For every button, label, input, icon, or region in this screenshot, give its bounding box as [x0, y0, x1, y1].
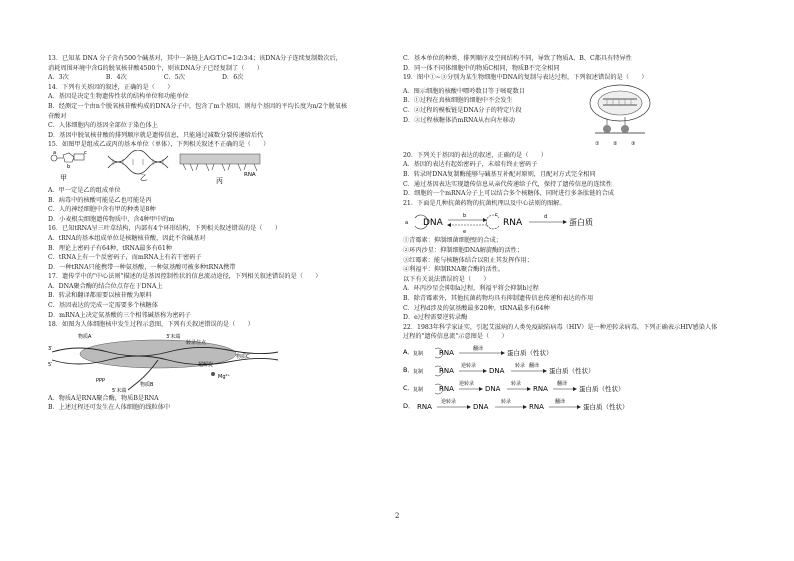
nucleotide-figure — [48, 150, 288, 186]
label-dna: DNA — [489, 366, 505, 375]
option-d: D．小麦根尖细胞遗传物质中，含4种甲中的m — [48, 215, 175, 223]
label-reverse-transcription: 逆转录 — [459, 380, 475, 387]
label-dna: DNA — [423, 218, 443, 229]
option-letter: A． — [403, 347, 414, 356]
ribosome-shape — [603, 125, 611, 133]
option-b: B．除青霉素外，其他抗菌药物均具有抑制遗传信息传递和表达的作用 — [403, 294, 594, 302]
label-2: ② — [613, 140, 618, 147]
question-20 — [403, 151, 748, 199]
label-protein: 蛋白质（性状） — [507, 348, 553, 357]
text-line: B．经测定一个由n个脱氧核苷酸构成的DNA分子中，包含了m个基因，则每个基因的平均长度为n/2个脱氧核 — [48, 102, 348, 110]
text-line: A．基因是决定生物遗传性状的结构单位和功能单位 — [48, 93, 189, 101]
question-14 — [48, 83, 388, 141]
option-c: C．人的神经细胞中含有甲的种类是8种 — [48, 206, 156, 214]
label-supercoil: 超解旋 — [198, 361, 214, 368]
option-b: B．上述过程还可发生在人体细胞的线粒体中 — [48, 404, 171, 412]
text-line: C．tRNA上有一个反密码子，而mRNA上有若干密码子 — [48, 254, 202, 262]
label-rna: RNA — [439, 366, 454, 375]
label-protein: 蛋白质 — [569, 218, 593, 228]
question-19 — [403, 73, 748, 151]
label-dna: DNA — [485, 384, 501, 393]
question-stem: 19．图中①~③分别为某生物细胞中DNA的复制与表达过程，下列叙述错误的是（ ） — [403, 74, 648, 82]
label-substance-c: 物质C — [236, 353, 250, 360]
label-replication: 复制 — [413, 386, 424, 393]
option-b: B．病毒中的核酸可能是乙也可能是丙 — [48, 196, 152, 204]
right-column — [403, 54, 748, 414]
option-d-flow — [403, 396, 748, 414]
label-substance-b: 物质B — [140, 381, 154, 388]
text-line: ④利福平：抑制RNA聚合酶的活性。 — [403, 266, 505, 274]
question-19-body — [403, 83, 748, 151]
label-protein: 蛋白质（性状） — [579, 384, 625, 393]
text-line: C．通过基因表达实现遗传信息从亲代传递给子代，保持了遗传信息的连续性 — [403, 180, 612, 188]
label-rna: RNA — [533, 384, 548, 393]
label-replication: 复制 — [413, 350, 424, 357]
text-line: ②环丙沙星：抑制细胞DNA解旋酶的活性； — [403, 246, 524, 254]
label-protein: 蛋白质（性状） — [583, 402, 629, 411]
label-ppp: PPP — [96, 377, 106, 384]
text-line: 以下有关说法错误的是（ ） — [403, 275, 490, 283]
option-letter: D． — [403, 401, 415, 410]
label-c: c — [495, 212, 498, 219]
option-letter: B． — [403, 365, 414, 374]
text-line: ①青霉素：抑制细菌细胞壁的合成； — [403, 237, 502, 245]
options-block — [403, 87, 593, 125]
option-d: D．③过程核糖体沿mRNA从右向左移动 — [403, 116, 515, 124]
text-line: D．细胞的一个mRNA分子上可以结合多个核糖体，同时进行多条肽链的合成 — [403, 190, 614, 198]
label-translation: 翻译 — [557, 380, 568, 387]
label-protein: 蛋白质（性状） — [549, 366, 595, 375]
option-c: C．②过程的模板链是DNA分子的特定片段 — [403, 106, 522, 114]
text-line: B．转录时DNA复制酶能够与碱基互补配对原则，且配对方式完全相同 — [403, 170, 596, 178]
central-dogma-figure — [403, 208, 748, 236]
text-line: 过程的"遗传信息流"示意图是（ ） — [403, 333, 508, 341]
label-d: d — [544, 214, 548, 221]
double-helix-shape — [108, 150, 168, 174]
option-a: A．环丙沙星会抑制a过程，利福平将会抑制b过程 — [403, 285, 539, 293]
label-1: ① — [595, 140, 600, 147]
label-5-prime: 5′ — [48, 361, 53, 368]
label-a: a — [405, 220, 409, 227]
option-c: C．过程d涉及的氨基酸最多20种，tRNA最多有64种 — [403, 304, 550, 312]
label-rna: RNA — [439, 384, 454, 393]
text-line: C．人体细胞内的基因全部位于染色体上 — [48, 122, 158, 130]
label-rna: RNA — [244, 171, 256, 178]
option-a: A．甲一定是乙的组成单位 — [48, 186, 121, 194]
sugar-shape — [63, 153, 74, 162]
label-mg: Mg²⁺ — [218, 373, 231, 380]
figure-18 — [48, 330, 388, 394]
mg-ion-shape — [211, 372, 215, 376]
question-stem: 15．如图甲是组成乙或丙的基本单位（单体），下列相关叙述不正确的是（ ） — [48, 141, 270, 149]
label-5-end: 5′末端 — [112, 387, 127, 394]
nucleus-shape — [598, 91, 642, 115]
label-yi: 乙 — [140, 173, 147, 182]
label-b: b — [67, 163, 71, 170]
text-line: A．DNA聚合酶的结合位点存在于DNA上 — [48, 282, 163, 290]
text-line: C．基因表达的完成一定需要多个核糖体 — [48, 302, 158, 310]
options-line: A．3次 B．4次 C．5次 D．6次 — [48, 74, 244, 82]
option-d: D．e过程需要逆转录酶 — [403, 314, 468, 322]
question-18 — [48, 320, 388, 413]
label-bing: 丙 — [216, 176, 223, 185]
text-line: 消耗周围环境中含G的脱氧核苷酸4500个，则该DNA分子已经复制了（ ） — [48, 64, 263, 72]
label-rna: RNA — [529, 402, 544, 411]
text-line: 20．下列关于基因的表达的叙述，正确的是（ ） — [403, 151, 547, 159]
label-rna: RNA — [417, 402, 432, 411]
cell-figure — [585, 83, 655, 147]
text-line: 14．下列有关基因的叙述，正确的是（ ） — [48, 83, 174, 91]
text-line: 17．遗传学中的"中心法则"描述的是基因控制性状的信息流动途径，下列相关叙述错误的是（ ） — [48, 273, 322, 281]
option-a: A．物质A是RNA聚合酶，物质B是RNA — [48, 394, 159, 402]
label-transcription: 转录 — [511, 380, 522, 387]
base-shape — [74, 154, 84, 160]
label-replication: 复制 — [413, 368, 424, 375]
label-a: a — [53, 149, 57, 156]
text-line: B．理论上密码子有64种，tRNA最多有61种 — [48, 244, 172, 252]
left-column — [48, 54, 388, 413]
figure-15 — [48, 150, 388, 186]
label-transcription: 转录 — [501, 398, 512, 405]
label-transcription-site: 转录位点 — [186, 339, 207, 346]
label-e: e — [463, 229, 467, 236]
text-line: D．一种tRNA只能携带一种氨基酸，一种氨基酸可被多种tRNA携带 — [48, 263, 236, 271]
question-13 — [48, 54, 388, 83]
text-line: D．基因中脱氧核苷酸的排列顺序就是遗传信息，只能通过减数分裂传递给后代 — [48, 131, 264, 139]
text-line: D．mRNA上决定氨基酸的三个相邻碱基称为密码子 — [48, 311, 191, 319]
label-c: c — [84, 149, 87, 156]
ribosome-shape — [621, 125, 629, 133]
label-translation: 翻译 — [555, 398, 566, 405]
option-a-flow — [403, 342, 748, 360]
text-line: A．tRNA的基本组成单位是核糖核苷酸，因此不含碱基对 — [48, 234, 206, 242]
text-line: 16．已知tRNA呈三叶草结构，内部有4个环形结构，下列相关叙述错误的是（ ） — [48, 225, 282, 233]
page-number: 2 — [395, 512, 400, 520]
label-reverse-transcription: 逆转录 — [461, 362, 477, 369]
text-line: 苷酸对 — [48, 112, 67, 120]
label-translation: 翻译 — [473, 345, 484, 352]
question-21 — [403, 199, 748, 323]
option-b-flow — [403, 360, 748, 378]
label-b: b — [463, 213, 467, 220]
option-d: D．同一体不同体细胞中的物质C相同，物质B不完全相同 — [403, 64, 560, 72]
text-line: B．转录和翻译都需要以核苷酸为原料 — [48, 292, 152, 300]
option-b: B．①过程在真核细胞的细胞中不会发生 — [403, 97, 513, 105]
question-17 — [48, 272, 388, 320]
label-dna: DNA — [473, 402, 489, 411]
label-translation: 翻译 — [529, 362, 540, 369]
label-rna: RNA — [503, 218, 523, 229]
label-substance-a: 物质A — [78, 333, 92, 340]
single-strand-shape — [180, 154, 260, 171]
option-c-flow — [403, 378, 748, 396]
label-reverse-transcription: 逆转录 — [441, 398, 457, 405]
option-a: A．图示细胞的核酸中嘌呤数目等于嘧啶数目 — [403, 87, 526, 95]
label-transcription: 转录 — [515, 362, 526, 369]
transcription-figure — [48, 330, 288, 394]
question-16 — [48, 224, 388, 272]
text-line: ③红霉素：能与核糖体结合以阻止其发挥作用； — [403, 256, 533, 264]
text-line: A．基因的表达有起始密码子，末端有终止密码子 — [403, 161, 538, 169]
question-22 — [403, 323, 748, 414]
text-line: 22．1983年科学家证实，引起艾滋病的人类免疫缺陷病毒（HIV）是一种逆转录病毒。下列正确表示HIV感染人体 — [403, 323, 718, 331]
label-jia: 甲 — [60, 173, 67, 182]
label-rna: RNA — [439, 348, 454, 357]
label-3-end: 3′末端 — [166, 333, 181, 340]
question-15 — [48, 140, 388, 224]
text-line: 13．已知某 DNA 分子含有500个碱基对，其中一条链上A∶G∶T∶C=1∶2∶3∶4；该DNA分子连续复制数次后， — [48, 55, 342, 62]
option-letter: C． — [403, 383, 415, 392]
label-3-prime: 3′ — [48, 345, 53, 352]
option-c: C．基本单位的种类、排列顺序及空间结构不同，导致了物质A、B、C都具有特异性 — [403, 55, 632, 62]
label-3: ③ — [631, 140, 636, 147]
question-stem: 18．如图为人体细胞核中发生过程示意图，下列有关叙述错误的是（ ） — [48, 321, 254, 329]
question-stem: 21．下面是几种抗菌药物的抗菌机理以及中心法则的图解。 — [403, 199, 566, 207]
